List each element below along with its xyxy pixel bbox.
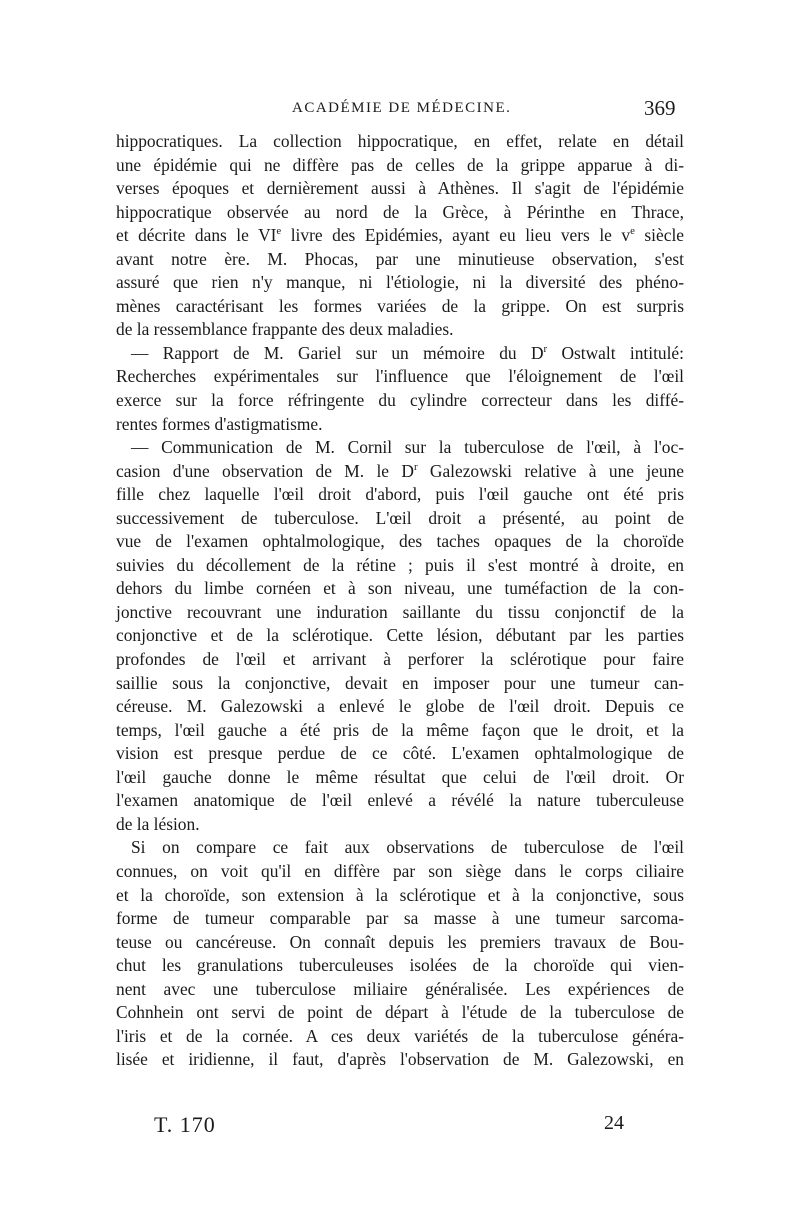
text-line: nent avec une tuberculose miliaire généralisée. Les expériences de	[116, 978, 684, 999]
text-line: verses époques et dernièrement aussi à Athènes. Il s'agit de l'épidémie	[116, 178, 684, 199]
text-line: lisée et iridienne, il faut, d'après l'observation de M. Galezowski, en	[116, 1049, 684, 1070]
text-line: de la ressemblance frappante des deux maladies.	[116, 319, 454, 340]
text-line: céreuse. M. Galezowski a enlevé le globe de l'œil droit. Depuis ce	[116, 696, 684, 717]
text-line: vision est presque perdue de ce côté. L'examen ophtalmologique de	[116, 743, 684, 764]
text-line: hippocratiques. La collection hippocratique, en effet, relate en détail	[116, 131, 684, 151]
text-line: teuse ou cancéreuse. On connaît depuis les premiers travaux de Bou-	[116, 931, 684, 952]
text-line: conjonctive et de la sclérotique. Cette lésion, débutant par les parties	[116, 625, 684, 646]
text-line: casion d'une observation de M. le $D^r$ Galezowski relative à une jeune	[116, 460, 684, 481]
text-line: forme de tumeur comparable par sa masse à une tumeur sarcoma-	[116, 908, 684, 929]
text-line: — Rapport de M. Gariel sur un mémoire du $D^r$ Ostwalt intitulé:	[131, 342, 684, 363]
text-line: l'iris et de la cornée. A ces deux variétés de la tuberculose généra-	[116, 1025, 684, 1046]
text-line: temps, l'œil gauche a été pris de la même façon que le droit, et la	[116, 719, 684, 740]
body-text	[116, 130, 684, 1072]
text-line: suivies du décollement de la rétine ; puis il s'est montré à droite, en	[116, 554, 684, 575]
text-line: Recherches expérimentales sur l'influence que l'éloignement de l'œil	[116, 366, 684, 387]
text-line: mènes caractérisant les formes variées de la grippe. On est surpris	[116, 295, 684, 316]
text-line: une épidémie qui ne diffère pas de celles de la grippe apparue à di-	[116, 154, 684, 175]
text-line: jonctive recouvrant une induration saillante du tissu conjonctif de la	[116, 601, 684, 622]
text-line: chut les granulations tuberculeuses isolées de la choroïde qui vien-	[116, 955, 684, 976]
text-line: avant notre ère. M. Phocas, par une minutieuse observation, s'est	[116, 248, 684, 269]
page-footer	[0, 1112, 800, 1142]
text-line: de la lésion.	[116, 813, 200, 834]
running-head	[0, 96, 800, 124]
text-line: Cohnhein ont servi de point de départ à l'étude de la tuberculose de	[116, 1002, 684, 1023]
text-line: rentes formes d'astigmatisme.	[116, 413, 323, 434]
signature-mark: 24	[604, 1112, 624, 1134]
text-line: vue de l'examen ophtalmologique, des taches opaques de la choroïde	[116, 531, 684, 552]
text-line: profondes de l'œil et arrivant à perforer la sclérotique pour faire	[116, 649, 684, 670]
text-line: l'œil gauche donne le même résultat que celui de l'œil droit. Or	[116, 766, 684, 787]
text-line: et décrite dans le VIe livre des Epidémies, ayant eu lieu vers le $v^e$ siècle	[116, 225, 685, 246]
tome-number: T. 170	[154, 1112, 216, 1137]
text-line: fille chez laquelle l'œil droit d'abord, puis l'œil gauche ont été pris	[116, 484, 684, 505]
text-line: exerce sur la force réfringente du cylindre correcteur dans les diffé-	[116, 390, 684, 411]
text-line: connues, on voit qu'il en diffère par son siège dans le corps ciliaire	[116, 860, 684, 881]
text-line: assuré que rien n'y manque, ni l'étiologie, ni la diversité des phéno-	[116, 272, 684, 293]
text-line: — Communication de M. Cornil sur la tuberculose de l'œil, à l'oc-	[131, 437, 684, 458]
text-line: et la choroïde, son extension à la sclérotique et à la conjonctive, sous	[116, 884, 684, 905]
text-line: hippocratique observée au nord de la Grèce, à Périnthe en Thrace,	[116, 201, 684, 222]
text-line: successivement de tuberculose. L'œil droit a présenté, au point de	[116, 507, 684, 528]
text-line: l'examen anatomique de l'œil enlevé a révélé la nature tuberculeuse	[116, 790, 684, 811]
running-title: ACADÉMIE DE MÉDECINE.	[292, 100, 512, 116]
text-line: saillie sous la conjonctive, devait en imposer pour une tumeur can-	[116, 672, 684, 693]
page-number: 369	[644, 96, 676, 120]
text-line: Si on compare ce fait aux observations de tuberculose de l'œil	[131, 837, 684, 858]
text-line: dehors du limbe cornéen et à son niveau, une tuméfaction de la con-	[116, 578, 684, 599]
